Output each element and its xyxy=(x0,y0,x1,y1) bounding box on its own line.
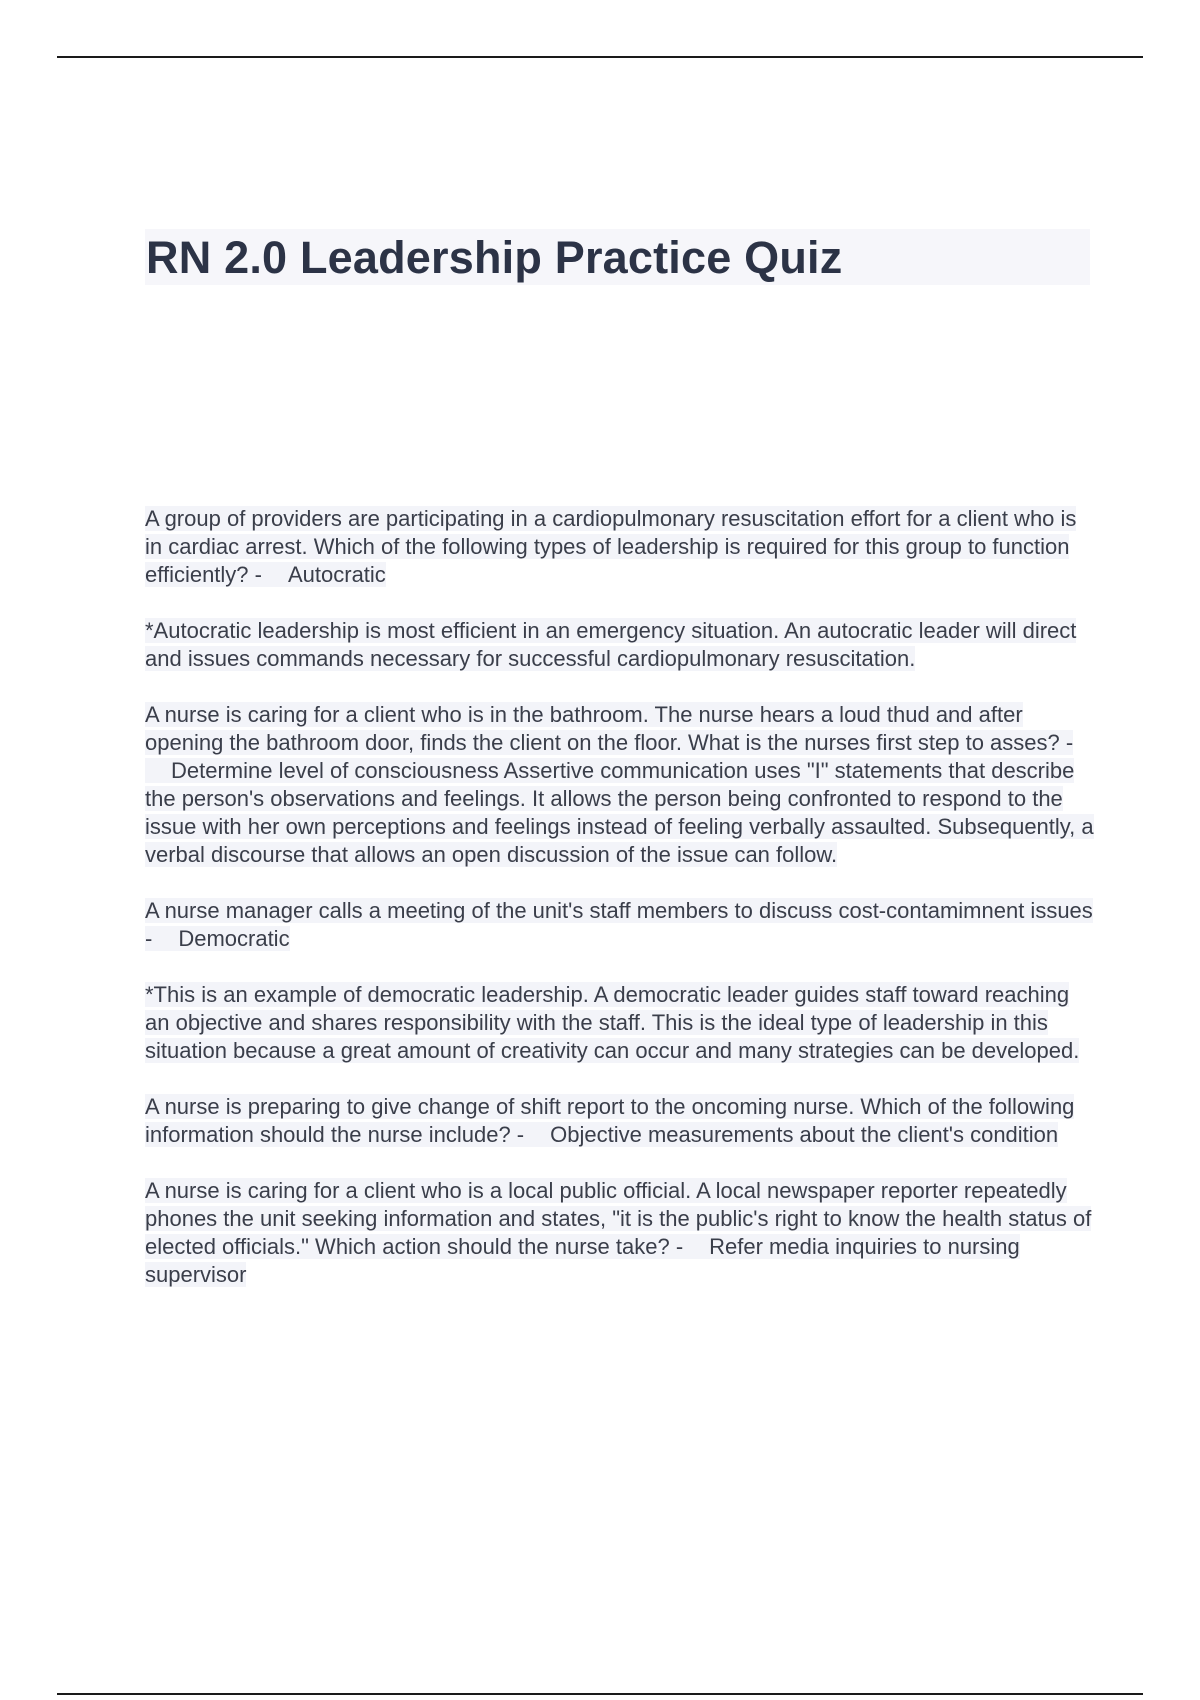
bottom-rule xyxy=(57,1693,1143,1695)
rationale-text: *This is an example of democratic leadership. A democratic leader guides staff toward reaching an objective and shares responsibility with the staff. This is the ideal type of leadership in this situation because a great amount of creativity can occur and many strategies can be developed. xyxy=(145,982,1080,1063)
qa-item xyxy=(145,701,1095,869)
answer-text: Autocratic xyxy=(287,562,386,587)
qa-item xyxy=(145,897,1095,953)
question-text: A nurse is caring for a client who is a local public official. A local newspaper reporter repeatedly phones the unit seeking information and states, "it is the public's right to know the health status of elected officials." Which action should the nurse take? - xyxy=(145,1178,1092,1259)
question-text: A nurse is preparing to give change of shift report to the oncoming nurse. Which of the following information should the nurse include? - xyxy=(145,1094,1075,1147)
rationale-item xyxy=(145,981,1095,1065)
answer-text: Determine level of consciousness Assertive communication uses "I" statements that describe the person's observations and feelings. It allows the person being confronted to respond to the issue with her own perceptions and feelings instead of feeling verbally assaulted. Subsequently, a verbal discourse that allows an open discussion of the issue can follow. xyxy=(145,758,1094,867)
question-text: A nurse manager calls a meeting of the unit's staff members to discuss cost-contamimnent issues - xyxy=(145,898,1093,951)
rationale-item xyxy=(145,617,1095,673)
answer-text: Refer media inquiries to nursing supervisor xyxy=(145,1234,1020,1287)
question-text: A group of providers are participating in a cardiopulmonary resuscitation effort for a client who is in cardiac arrest. Which of the following types of leadership is required for this group to function efficiently? - xyxy=(145,506,1077,587)
qa-item xyxy=(145,1093,1095,1149)
qa-item xyxy=(145,1177,1095,1289)
answer-text: Objective measurements about the client's condition xyxy=(550,1122,1059,1147)
rationale-text: *Autocratic leadership is most efficient in an emergency situation. An autocratic leader will direct and issues commands necessary for successful cardiopulmonary resuscitation. xyxy=(145,618,1077,671)
qa-item xyxy=(145,505,1095,589)
top-rule xyxy=(57,56,1143,58)
document-title: RN 2.0 Leadership Practice Quiz xyxy=(146,232,843,283)
answer-text: Democratic xyxy=(178,926,290,951)
question-text: A nurse is caring for a client who is in the bathroom. The nurse hears a loud thud and after opening the bathroom door, finds the client on the floor. What is the nurses first step to asses? - xyxy=(145,702,1074,755)
document-body xyxy=(145,505,1095,1317)
